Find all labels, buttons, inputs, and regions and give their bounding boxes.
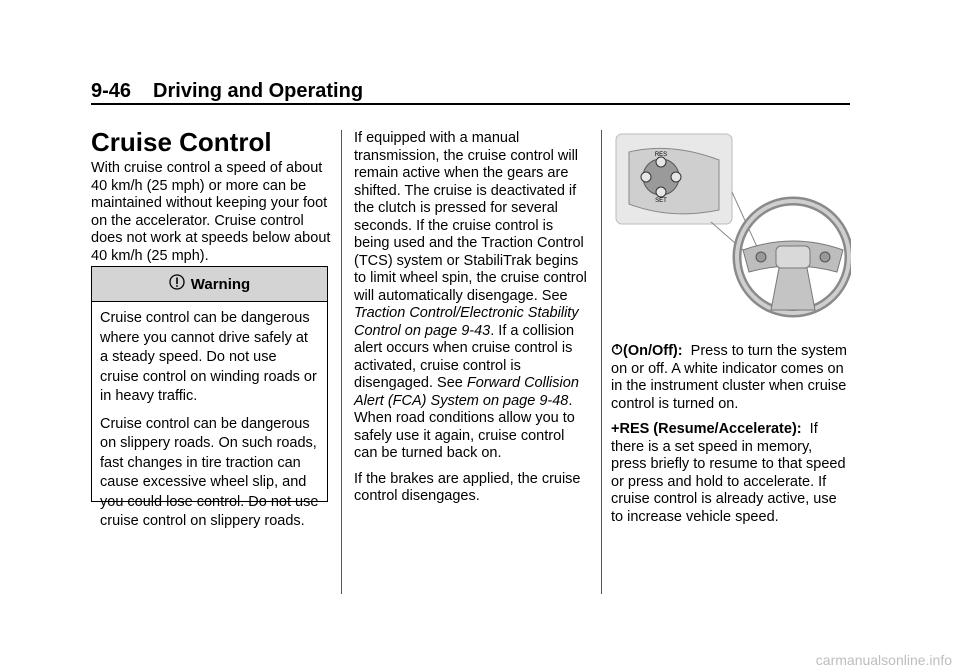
- page-number: 9-46: [91, 80, 132, 102]
- onoff-term: (On/Off):: [623, 343, 683, 359]
- set-label: SET: [655, 198, 667, 204]
- res-label: RES: [654, 152, 668, 158]
- resume-description: If there is a set speed in memory, press briefly to resume to that speed or press and hold to accelerate. If cruise control is already active, use to increase vehicle speed.: [611, 421, 846, 525]
- header-rule: [91, 103, 850, 105]
- page-header: [91, 80, 363, 103]
- resume-paragraph: [611, 421, 851, 526]
- warning-label: Warning: [190, 275, 251, 293]
- warning-paragraph: Cruise control can be dangerous on slippery roads. On such roads, fast changes in tire traction can cause excessive wheel slip, and you could lose control. Do not use cruise control on slippery roads.: [100, 415, 319, 529]
- column-divider: [601, 130, 602, 594]
- warning-box: [91, 266, 328, 529]
- right-column: [611, 343, 851, 534]
- resume-term: +RES (Resume/Accelerate):: [611, 421, 802, 437]
- steering-wheel-illustration: [611, 132, 851, 322]
- text-run: . If a collision alert occurs when cruise control is activated, cruise control is disengaged. See: [354, 322, 575, 391]
- page-title: Cruise Control: [91, 127, 272, 157]
- tcs-reference-link[interactable]: Traction Control/Electronic Stability Control on page 9-43: [354, 305, 579, 339]
- onoff-description: Press to turn the system on or off. A white indicator comes on in the instrument cluster when cruise control is turned on.: [611, 343, 847, 412]
- warning-paragraph: Cruise control can be dangerous where you cannot drive safely at a steady speed. Do not use cruise control on winding roads or in heavy traffic.: [100, 310, 317, 404]
- text-run: If equipped with a manual transmission, the cruise control will remain active when the gears are shifted. The cruise is deactivated if the clutch is pressed for several seconds. If the cruise control is being used and the Traction Control (TCS) system or StabiliTrak begins to limit wheel spin, the cruise control will automatically disengage. See: [354, 130, 587, 304]
- onoff-paragraph: [611, 343, 851, 413]
- section-title: Driving and Operating: [153, 80, 364, 102]
- footer-watermark-url: carmanualsonline.info: [815, 652, 952, 668]
- warning-icon: [169, 274, 185, 294]
- intro-paragraph: With cruise control a speed of about 40 km/h (25 mph) or more can be maintained without keeping your foot on the accelerator. Cruise control does not work at speeds below about 40 km/h (25 mph).: [91, 160, 331, 264]
- text-run: . When road conditions allow you to safely use it again, cruise control can be turned back on.: [354, 392, 575, 461]
- warning-header: [92, 267, 327, 302]
- fca-reference-link[interactable]: Forward Collision Alert (FCA) System on page 9-48: [354, 375, 579, 409]
- steering-wheel-figure: [611, 132, 851, 322]
- brakes-paragraph: If the brakes are applied, the cruise control disengages.: [354, 470, 581, 504]
- manual-transmission-paragraph: [354, 130, 590, 463]
- cruise-onoff-icon: [611, 343, 623, 359]
- warning-body: [92, 302, 327, 532]
- middle-column: [354, 130, 590, 514]
- column-divider: [341, 130, 342, 594]
